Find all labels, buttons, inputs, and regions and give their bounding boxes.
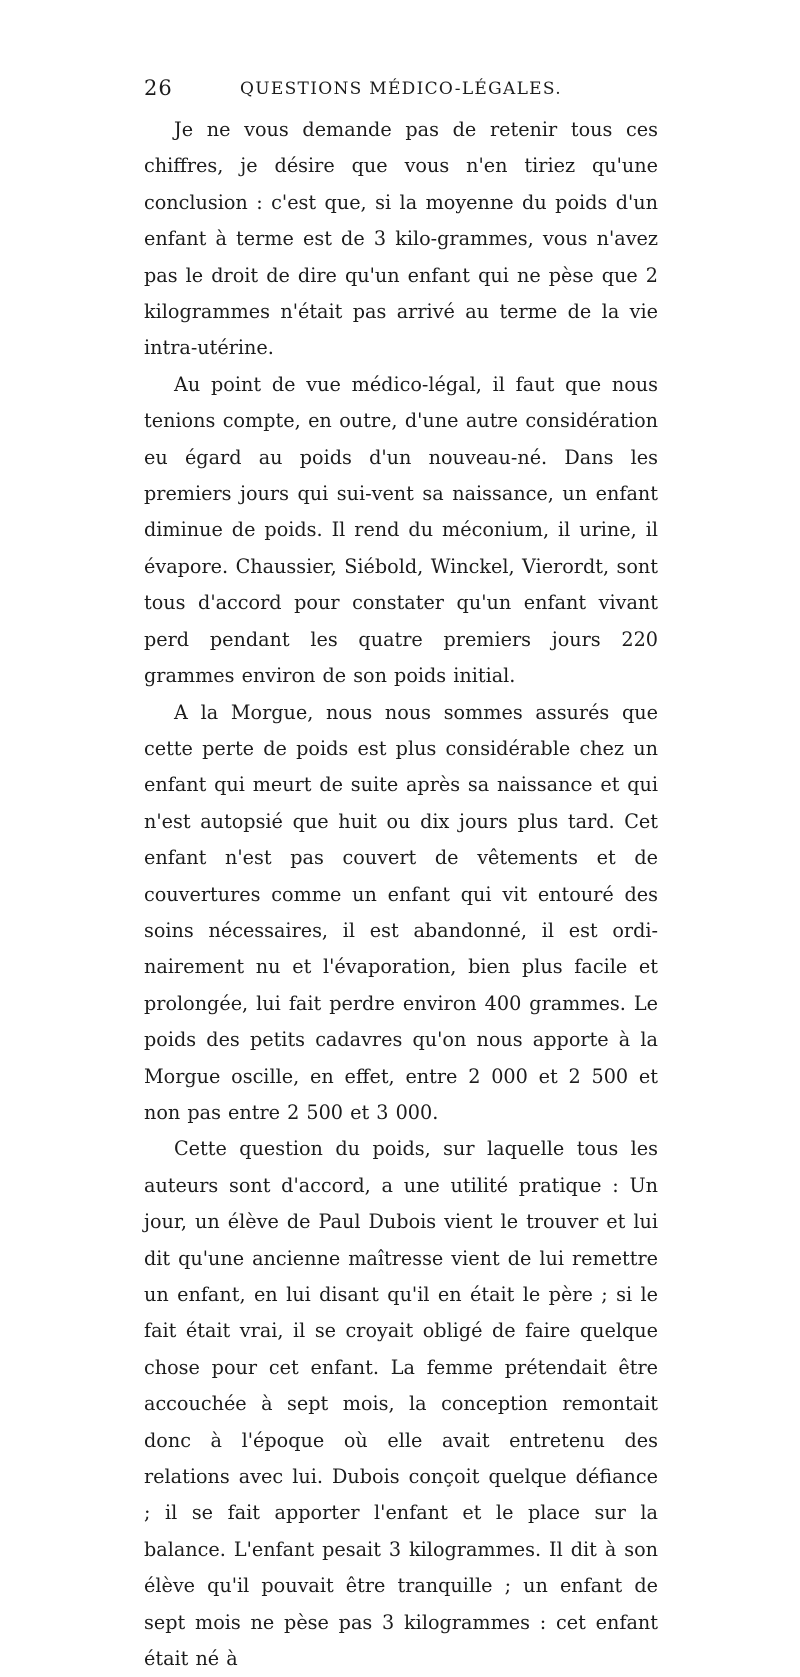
paragraph: A la Morgue, nous nous sommes assurés que cette perte de poids est plus considérable chez un enfant qui meurt de suite après sa naissance et qui n'est autopsié que huit ou dix jours plus tard. Cet enfant n'est pas couvert de vêtements et de couvertures comme un enfant qui vit entouré des soins nécessaires, il est abandonné, il est ordi-nairement nu et l'évaporation, bien plus facile et prolongée, lui fait perdre environ 400 grammes. Le poids des petits cadavres qu'on nous apporte à la Morgue oscille, en effet, entre 2 000 et 2 500 et non pas entre 2 500 et 3 000. [144, 700, 658, 1124]
paragraph: Je ne vous demande pas de retenir tous ces chiffres, je désire que vous n'en tiriez qu'une conclusion : c'est que, si la moyenne du poids d'un enfant à terme est de 3 kilo-grammes, vous n'avez pas le droit de dire qu'un enfant qui ne pèse que 2 kilogrammes n'était pas arrivé au terme de la vie intra-utérine. [144, 118, 658, 360]
page-number: 26 [144, 76, 173, 100]
paragraph: Au point de vue médico-légal, il faut que nous tenions compte, en outre, d'une autre considération eu égard au poids d'un nouveau-né. Dans les premiers jours qui sui-vent sa naissance, un enfant diminue de poids. Il rend du méconium, il urine, il évapore. Chaussier, Siébold, Winckel, Vierordt, sont tous d'accord pour constater qu'un enfant vivant perd pendant les quatre premiers jours 220 grammes environ de son poids initial. [144, 372, 658, 688]
page-header [144, 76, 658, 110]
body-text [144, 112, 658, 1677]
running-title: QUESTIONS MÉDICO-LÉGALES. [240, 79, 562, 99]
paragraph: Cette question du poids, sur laquelle tous les auteurs sont d'accord, a une utilité pratique : Un jour, un élève de Paul Dubois vient le trouver et lui dit qu'une ancienne maîtresse vient de lui remettre un enfant, en lui disant qu'il en était le père ; si le fait était vrai, il se croyait obligé de faire quelque chose pour cet enfant. La femme prétendait être accouchée à sept mois, la conception remontait donc à l'époque où elle avait entretenu des relations avec lui. Dubois conçoit quelque défiance ; il se fait apporter l'enfant et le place sur la balance. L'enfant pesait 3 kilogrammes. Il dit à son élève qu'il pouvait être tranquille ; un enfant de sept mois ne pèse pas 3 kilogrammes : cet enfant était né à [144, 1137, 658, 1671]
